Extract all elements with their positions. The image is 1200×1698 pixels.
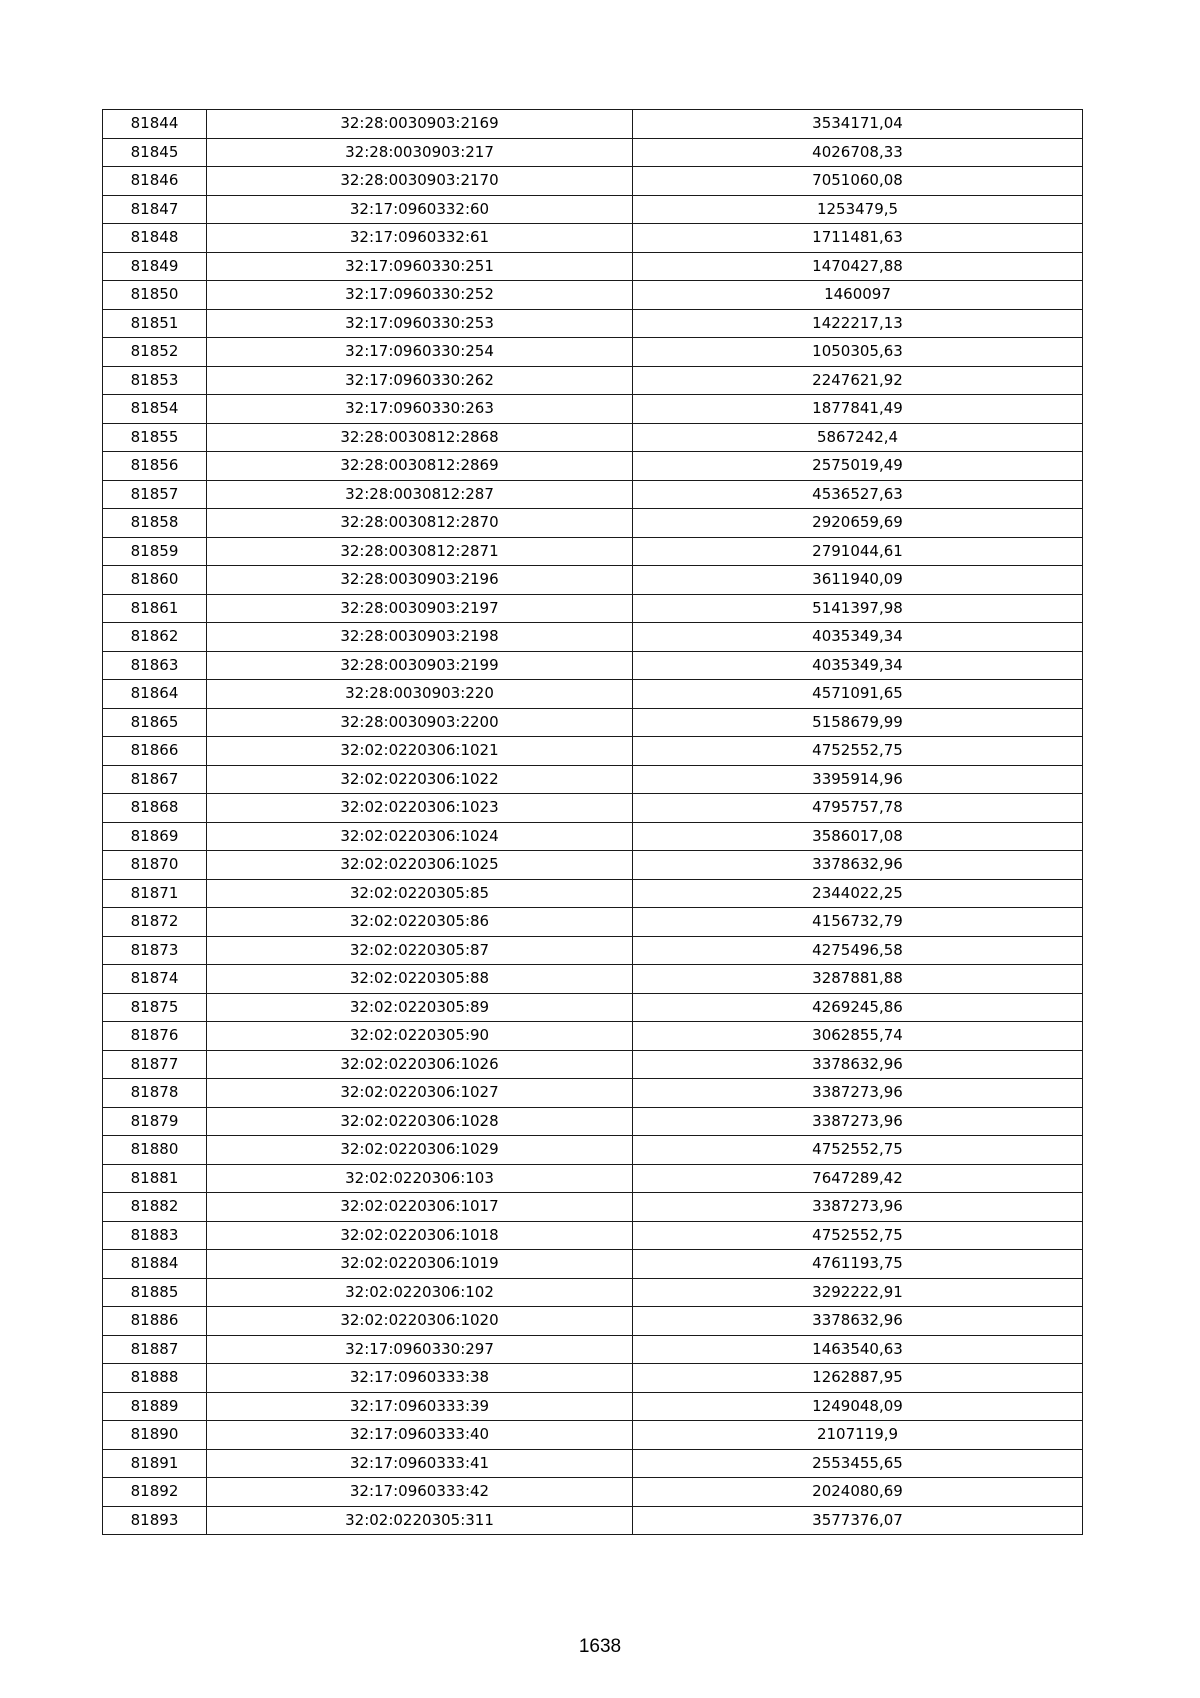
table-row	[103, 1506, 1083, 1535]
cadastral-number-cell: 32:28:0030903:2198	[207, 623, 633, 652]
cadastral-number-cell: 32:02:0220305:89	[207, 993, 633, 1022]
cadastral-value-cell: 7051060,08	[633, 167, 1083, 196]
table-row	[103, 1164, 1083, 1193]
cadastral-number-cell: 32:17:0960332:60	[207, 195, 633, 224]
cadastral-value-cell: 2247621,92	[633, 366, 1083, 395]
cadastral-number-cell: 32:02:0220306:1023	[207, 794, 633, 823]
row-number-cell: 81863	[103, 651, 207, 680]
row-number-cell: 81877	[103, 1050, 207, 1079]
cadastral-number-cell: 32:02:0220306:1027	[207, 1079, 633, 1108]
table-row	[103, 708, 1083, 737]
cadastral-number-cell: 32:02:0220306:102	[207, 1278, 633, 1307]
cadastral-value-cell: 3387273,96	[633, 1193, 1083, 1222]
cadastral-value-cell: 1050305,63	[633, 338, 1083, 367]
cadastral-number-cell: 32:28:0030903:217	[207, 138, 633, 167]
cadastral-value-cell: 2920659,69	[633, 509, 1083, 538]
row-number-cell: 81866	[103, 737, 207, 766]
row-number-cell: 81851	[103, 309, 207, 338]
table-row	[103, 1022, 1083, 1051]
cadastral-number-cell: 32:02:0220305:311	[207, 1506, 633, 1535]
table-row	[103, 1278, 1083, 1307]
row-number-cell: 81864	[103, 680, 207, 709]
row-number-cell: 81876	[103, 1022, 207, 1051]
table-row	[103, 1136, 1083, 1165]
cadastral-number-cell: 32:02:0220306:1024	[207, 822, 633, 851]
table-row	[103, 1421, 1083, 1450]
cadastral-value-cell: 2024080,69	[633, 1478, 1083, 1507]
cadastral-value-cell: 3378632,96	[633, 1307, 1083, 1336]
cadastral-value-cell: 5158679,99	[633, 708, 1083, 737]
table-row	[103, 794, 1083, 823]
cadastral-value-cell: 1422217,13	[633, 309, 1083, 338]
table-row	[103, 1364, 1083, 1393]
cadastral-value-cell: 3577376,07	[633, 1506, 1083, 1535]
row-number-cell: 81852	[103, 338, 207, 367]
cadastral-value-cell: 3387273,96	[633, 1107, 1083, 1136]
cadastral-number-cell: 32:02:0220306:1029	[207, 1136, 633, 1165]
table-row	[103, 224, 1083, 253]
table-row	[103, 423, 1083, 452]
cadastral-number-cell: 32:17:0960332:61	[207, 224, 633, 253]
cadastral-value-cell: 1711481,63	[633, 224, 1083, 253]
row-number-cell: 81847	[103, 195, 207, 224]
row-number-cell: 81867	[103, 765, 207, 794]
table-row	[103, 623, 1083, 652]
cadastral-value-cell: 1262887,95	[633, 1364, 1083, 1393]
cadastral-number-cell: 32:28:0030812:2869	[207, 452, 633, 481]
row-number-cell: 81889	[103, 1392, 207, 1421]
row-number-cell: 81886	[103, 1307, 207, 1336]
cadastral-number-cell: 32:28:0030903:2170	[207, 167, 633, 196]
table-row	[103, 993, 1083, 1022]
cadastral-number-cell: 32:28:0030903:2169	[207, 110, 633, 139]
row-number-cell: 81893	[103, 1506, 207, 1535]
cadastral-number-cell: 32:02:0220305:88	[207, 965, 633, 994]
row-number-cell: 81890	[103, 1421, 207, 1450]
cadastral-value-cell: 1249048,09	[633, 1392, 1083, 1421]
cadastral-value-cell: 3292222,91	[633, 1278, 1083, 1307]
cadastral-value-cell: 2344022,25	[633, 879, 1083, 908]
cadastral-number-cell: 32:02:0220306:1028	[207, 1107, 633, 1136]
row-number-cell: 81883	[103, 1221, 207, 1250]
table-row	[103, 1079, 1083, 1108]
row-number-cell: 81885	[103, 1278, 207, 1307]
cadastral-number-cell: 32:02:0220305:87	[207, 936, 633, 965]
cadastral-number-cell: 32:02:0220306:1017	[207, 1193, 633, 1222]
table-row	[103, 1250, 1083, 1279]
cadastral-number-cell: 32:28:0030812:287	[207, 480, 633, 509]
cadastral-number-cell: 32:17:0960333:39	[207, 1392, 633, 1421]
row-number-cell: 81862	[103, 623, 207, 652]
table-row	[103, 338, 1083, 367]
cadastral-number-cell: 32:17:0960330:252	[207, 281, 633, 310]
table-row	[103, 309, 1083, 338]
cadastral-value-table	[102, 109, 1083, 1535]
cadastral-value-cell: 2791044,61	[633, 537, 1083, 566]
cadastral-value-cell: 4536527,63	[633, 480, 1083, 509]
cadastral-number-cell: 32:02:0220306:1026	[207, 1050, 633, 1079]
table-row	[103, 1449, 1083, 1478]
cadastral-number-cell: 32:28:0030903:220	[207, 680, 633, 709]
table-row	[103, 1307, 1083, 1336]
cadastral-value-cell: 4752552,75	[633, 1221, 1083, 1250]
row-number-cell: 81884	[103, 1250, 207, 1279]
row-number-cell: 81879	[103, 1107, 207, 1136]
table-row	[103, 452, 1083, 481]
cadastral-value-cell: 1470427,88	[633, 252, 1083, 281]
table-row	[103, 1392, 1083, 1421]
table-row	[103, 765, 1083, 794]
cadastral-value-cell: 4275496,58	[633, 936, 1083, 965]
cadastral-number-cell: 32:02:0220305:86	[207, 908, 633, 937]
cadastral-value-cell: 3387273,96	[633, 1079, 1083, 1108]
row-number-cell: 81858	[103, 509, 207, 538]
cadastral-value-cell: 5867242,4	[633, 423, 1083, 452]
row-number-cell: 81845	[103, 138, 207, 167]
row-number-cell: 81887	[103, 1335, 207, 1364]
row-number-cell: 81856	[103, 452, 207, 481]
cadastral-number-cell: 32:28:0030903:2197	[207, 594, 633, 623]
cadastral-number-cell: 32:28:0030812:2871	[207, 537, 633, 566]
table-row	[103, 395, 1083, 424]
table-row	[103, 167, 1083, 196]
cadastral-value-cell: 3378632,96	[633, 851, 1083, 880]
row-number-cell: 81857	[103, 480, 207, 509]
cadastral-value-cell: 3378632,96	[633, 1050, 1083, 1079]
cadastral-number-cell: 32:02:0220306:1019	[207, 1250, 633, 1279]
table-row	[103, 908, 1083, 937]
row-number-cell: 81891	[103, 1449, 207, 1478]
table-row	[103, 965, 1083, 994]
cadastral-value-cell: 1253479,5	[633, 195, 1083, 224]
row-number-cell: 81873	[103, 936, 207, 965]
row-number-cell: 81846	[103, 167, 207, 196]
row-number-cell: 81870	[103, 851, 207, 880]
table-row	[103, 737, 1083, 766]
cadastral-value-cell: 4156732,79	[633, 908, 1083, 937]
table-row	[103, 1107, 1083, 1136]
table-row	[103, 680, 1083, 709]
row-number-cell: 81849	[103, 252, 207, 281]
table-row	[103, 480, 1083, 509]
cadastral-number-cell: 32:17:0960330:262	[207, 366, 633, 395]
cadastral-number-cell: 32:28:0030903:2200	[207, 708, 633, 737]
cadastral-value-cell: 7647289,42	[633, 1164, 1083, 1193]
row-number-cell: 81869	[103, 822, 207, 851]
table-row	[103, 509, 1083, 538]
table-row	[103, 195, 1083, 224]
cadastral-value-cell: 1463540,63	[633, 1335, 1083, 1364]
cadastral-value-cell: 3611940,09	[633, 566, 1083, 595]
cadastral-number-cell: 32:17:0960330:254	[207, 338, 633, 367]
cadastral-number-cell: 32:28:0030812:2868	[207, 423, 633, 452]
cadastral-value-cell: 2107119,9	[633, 1421, 1083, 1450]
cadastral-value-cell: 5141397,98	[633, 594, 1083, 623]
cadastral-value-cell: 1460097	[633, 281, 1083, 310]
table-row	[103, 1193, 1083, 1222]
cadastral-number-cell: 32:02:0220306:1018	[207, 1221, 633, 1250]
cadastral-number-cell: 32:17:0960330:297	[207, 1335, 633, 1364]
table-row	[103, 1335, 1083, 1364]
cadastral-number-cell: 32:28:0030903:2196	[207, 566, 633, 595]
cadastral-number-cell: 32:02:0220306:1020	[207, 1307, 633, 1336]
table-row	[103, 1478, 1083, 1507]
row-number-cell: 81861	[103, 594, 207, 623]
table-row	[103, 594, 1083, 623]
cadastral-value-cell: 4269245,86	[633, 993, 1083, 1022]
cadastral-number-cell: 32:02:0220306:1022	[207, 765, 633, 794]
cadastral-value-cell: 4752552,75	[633, 737, 1083, 766]
cadastral-number-cell: 32:17:0960333:40	[207, 1421, 633, 1450]
row-number-cell: 81860	[103, 566, 207, 595]
row-number-cell: 81855	[103, 423, 207, 452]
cadastral-number-cell: 32:02:0220306:1021	[207, 737, 633, 766]
table-row	[103, 366, 1083, 395]
cadastral-number-cell: 32:02:0220305:85	[207, 879, 633, 908]
cadastral-value-cell: 4035349,34	[633, 623, 1083, 652]
cadastral-number-cell: 32:17:0960333:42	[207, 1478, 633, 1507]
cadastral-value-cell: 3534171,04	[633, 110, 1083, 139]
row-number-cell: 81892	[103, 1478, 207, 1507]
table-row	[103, 252, 1083, 281]
row-number-cell: 81882	[103, 1193, 207, 1222]
cadastral-value-cell: 4795757,78	[633, 794, 1083, 823]
row-number-cell: 81872	[103, 908, 207, 937]
cadastral-number-cell: 32:17:0960333:38	[207, 1364, 633, 1393]
cadastral-number-cell: 32:02:0220305:90	[207, 1022, 633, 1051]
cadastral-value-cell: 3287881,88	[633, 965, 1083, 994]
table-row	[103, 879, 1083, 908]
cadastral-value-cell: 4761193,75	[633, 1250, 1083, 1279]
cadastral-value-cell: 3062855,74	[633, 1022, 1083, 1051]
table-row	[103, 566, 1083, 595]
cadastral-number-cell: 32:28:0030903:2199	[207, 651, 633, 680]
table-row	[103, 537, 1083, 566]
page-number: 1638	[578, 1636, 622, 1657]
row-number-cell: 81859	[103, 537, 207, 566]
row-number-cell: 81871	[103, 879, 207, 908]
cadastral-value-cell: 2575019,49	[633, 452, 1083, 481]
row-number-cell: 81853	[103, 366, 207, 395]
cadastral-value-cell: 3586017,08	[633, 822, 1083, 851]
row-number-cell: 81888	[103, 1364, 207, 1393]
table-row	[103, 822, 1083, 851]
table-row	[103, 138, 1083, 167]
cadastral-number-cell: 32:17:0960330:253	[207, 309, 633, 338]
cadastral-value-cell: 4571091,65	[633, 680, 1083, 709]
row-number-cell: 81850	[103, 281, 207, 310]
row-number-cell: 81844	[103, 110, 207, 139]
cadastral-number-cell: 32:28:0030812:2870	[207, 509, 633, 538]
row-number-cell: 81854	[103, 395, 207, 424]
table-row	[103, 651, 1083, 680]
cadastral-number-cell: 32:02:0220306:1025	[207, 851, 633, 880]
cadastral-value-cell: 4035349,34	[633, 651, 1083, 680]
cadastral-value-cell: 4026708,33	[633, 138, 1083, 167]
cadastral-number-cell: 32:17:0960330:263	[207, 395, 633, 424]
cadastral-value-cell: 2553455,65	[633, 1449, 1083, 1478]
row-number-cell: 81865	[103, 708, 207, 737]
row-number-cell: 81878	[103, 1079, 207, 1108]
row-number-cell: 81881	[103, 1164, 207, 1193]
row-number-cell: 81875	[103, 993, 207, 1022]
table-row	[103, 936, 1083, 965]
row-number-cell: 81874	[103, 965, 207, 994]
table-body	[103, 110, 1083, 1535]
cadastral-value-cell: 3395914,96	[633, 765, 1083, 794]
row-number-cell: 81880	[103, 1136, 207, 1165]
table-row	[103, 281, 1083, 310]
cadastral-number-cell: 32:17:0960330:251	[207, 252, 633, 281]
table-row	[103, 1050, 1083, 1079]
cadastral-value-cell: 4752552,75	[633, 1136, 1083, 1165]
cadastral-number-cell: 32:02:0220306:103	[207, 1164, 633, 1193]
table-row	[103, 1221, 1083, 1250]
table-row	[103, 110, 1083, 139]
row-number-cell: 81848	[103, 224, 207, 253]
cadastral-value-cell: 1877841,49	[633, 395, 1083, 424]
cadastral-number-cell: 32:17:0960333:41	[207, 1449, 633, 1478]
row-number-cell: 81868	[103, 794, 207, 823]
table-row	[103, 851, 1083, 880]
